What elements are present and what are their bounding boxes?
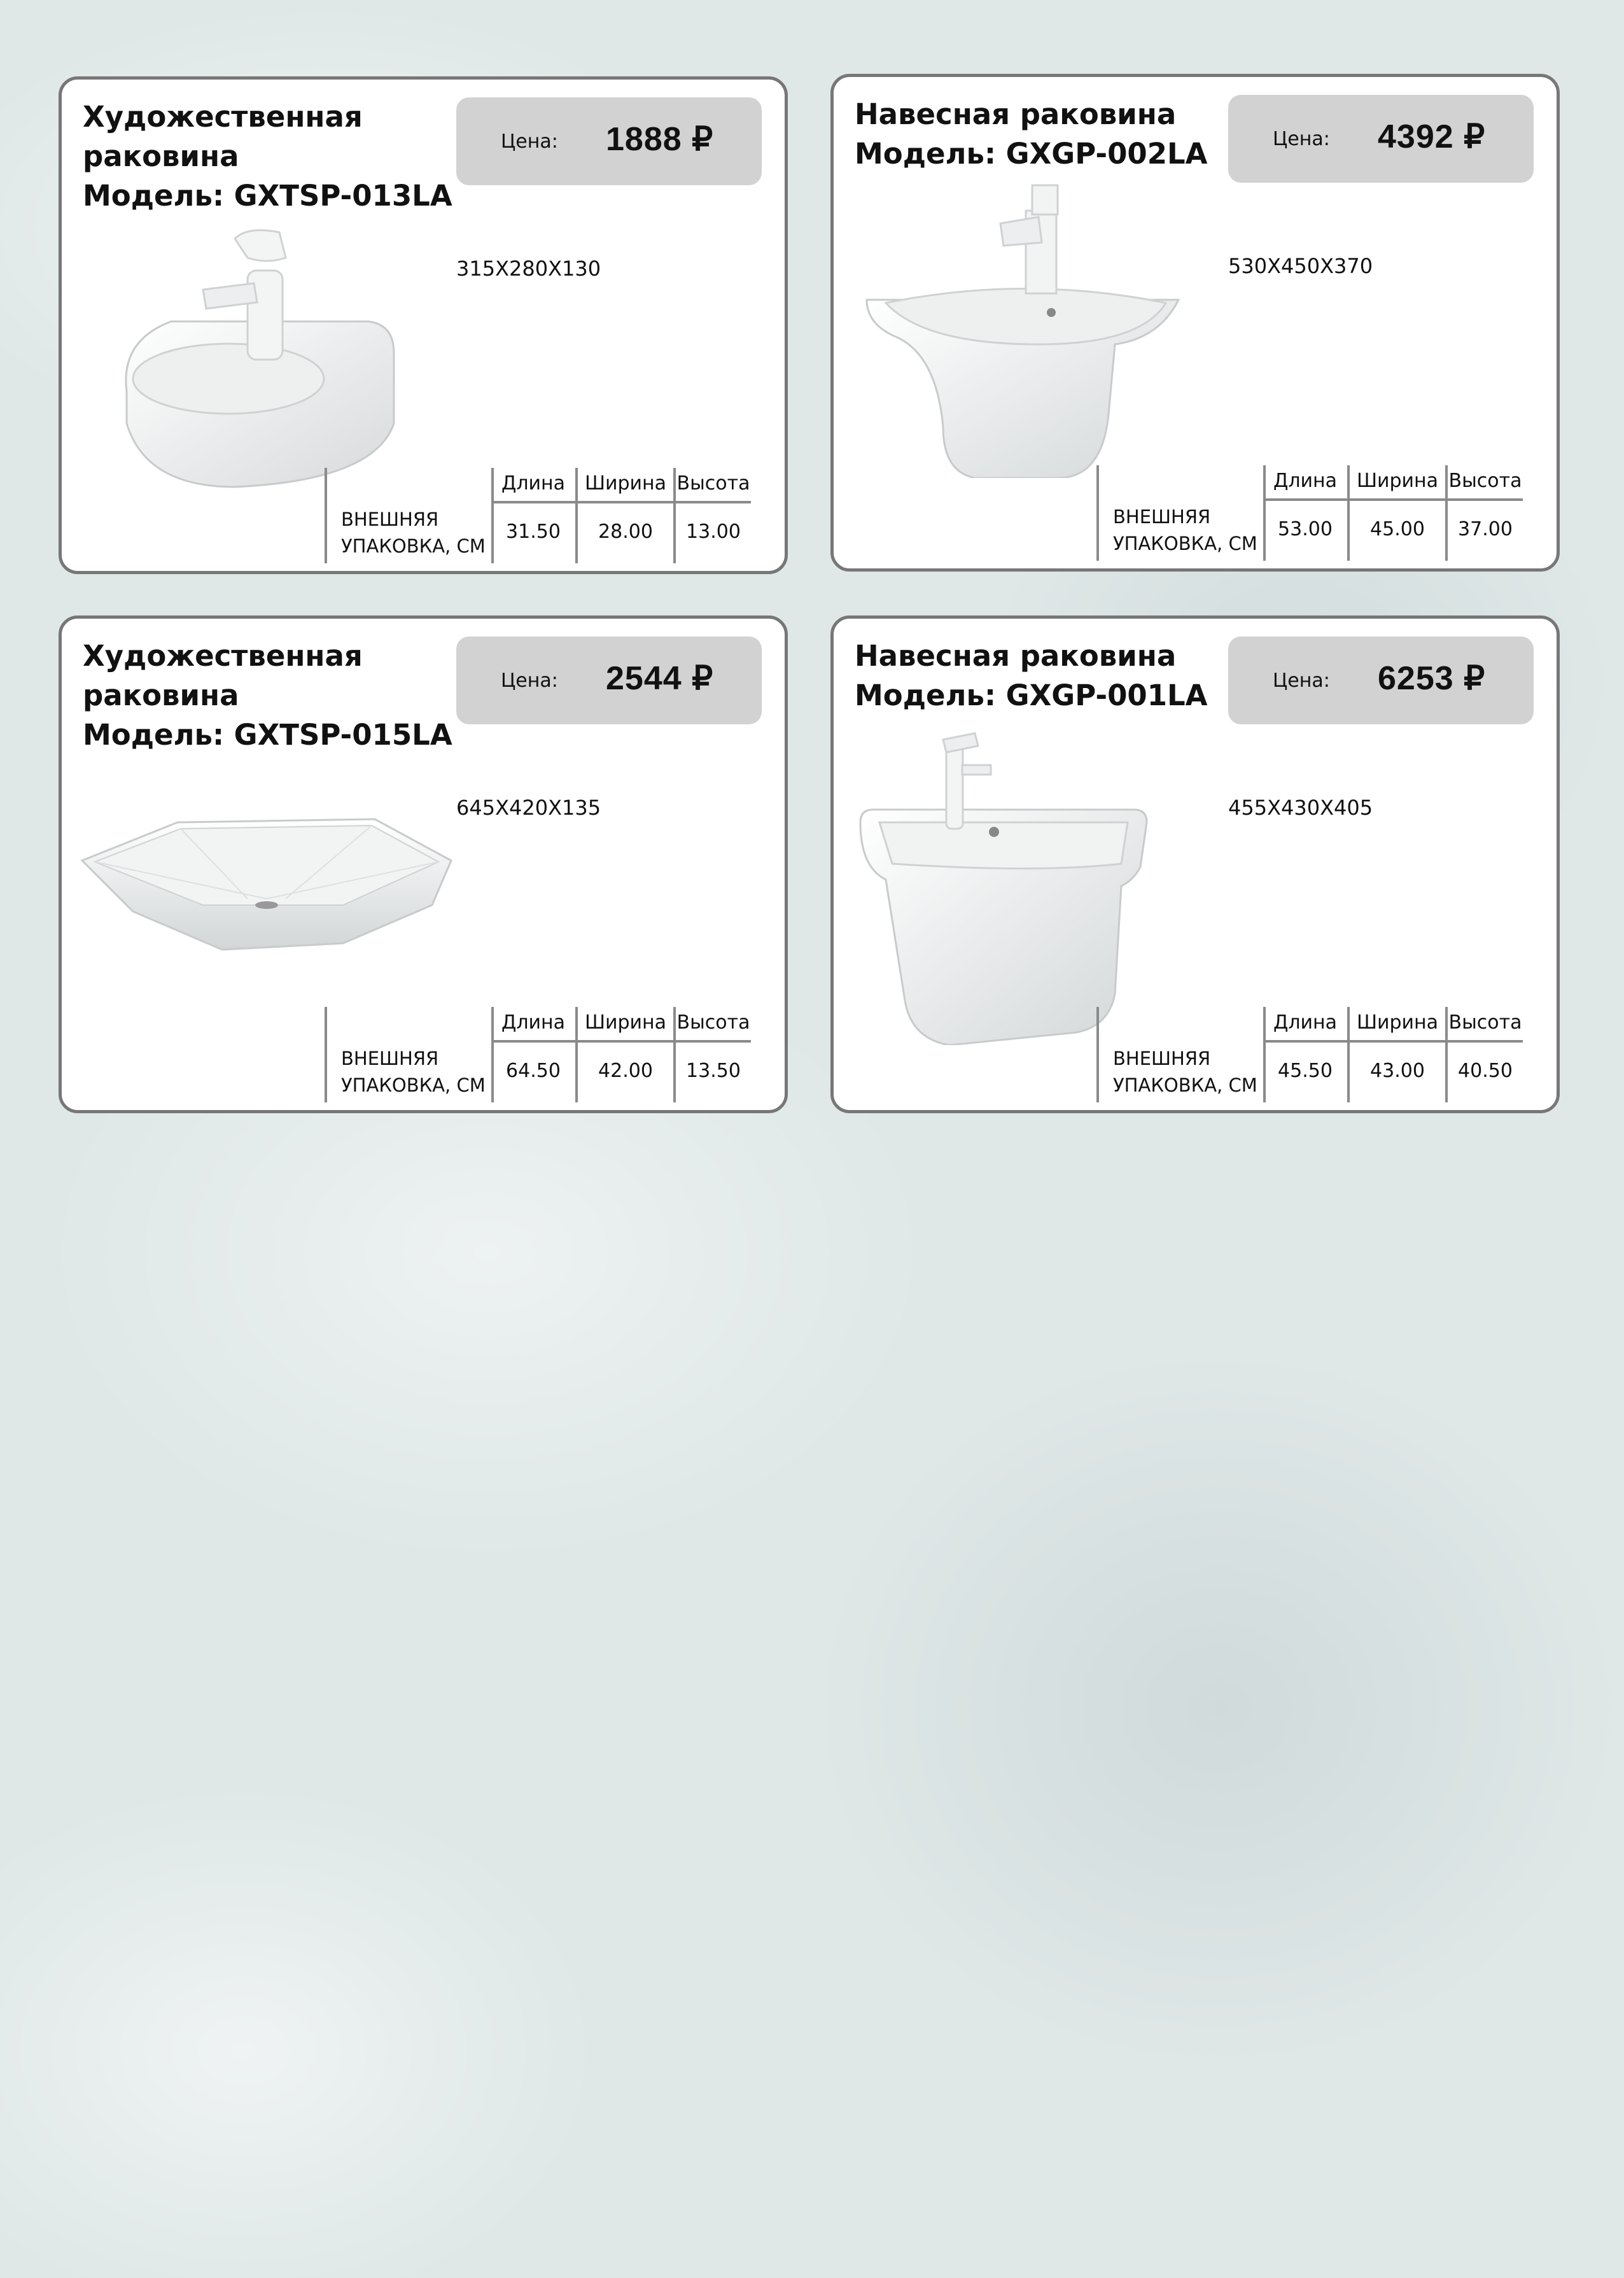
- title-line: Художественная: [83, 639, 363, 673]
- table-divider: [1347, 465, 1350, 561]
- col-height-header: Высота: [676, 1011, 750, 1034]
- packaging-label: [341, 1045, 494, 1099]
- product-card-gxgp-001la: [830, 615, 1560, 1113]
- price-box: [1228, 636, 1534, 724]
- model-line: Модель: GXGP-001LA: [855, 678, 1208, 712]
- packaging-label-line: УПАКОВКА, СМ: [341, 1074, 486, 1096]
- packaging-label-line: ВНЕШНЯЯ: [341, 1048, 439, 1069]
- col-length-header: Длина: [501, 1011, 566, 1034]
- price-box: [456, 97, 762, 185]
- table-divider: [1445, 1007, 1448, 1102]
- pack-length: 53.00: [1278, 518, 1333, 540]
- pack-height: 13.50: [686, 1060, 741, 1082]
- table-divider: [673, 468, 676, 563]
- col-height-header: Высота: [1448, 470, 1522, 492]
- price-label: Цена:: [1273, 128, 1330, 150]
- product-dimensions: 530X450X370: [1228, 254, 1373, 278]
- price-value: 6253 ₽: [1378, 660, 1486, 697]
- table-divider: [575, 1007, 578, 1102]
- product-dimensions: 315X280X130: [456, 257, 601, 281]
- title-line: раковина: [83, 678, 239, 712]
- table-divider: [1096, 465, 1099, 561]
- col-length-header: Длина: [1273, 1011, 1338, 1034]
- title-line: Навесная раковина: [855, 639, 1177, 673]
- packaging-label-line: УПАКОВКА, СМ: [341, 535, 486, 557]
- product-card-gxtsp-015la: [59, 615, 788, 1113]
- packaging-label-line: УПАКОВКА, СМ: [1113, 533, 1257, 554]
- pack-height: 40.50: [1458, 1060, 1513, 1082]
- packaging-label-line: ВНЕШНЯЯ: [1113, 506, 1211, 528]
- col-length-header: Длина: [1273, 470, 1338, 492]
- price-label: Цена:: [1273, 670, 1330, 692]
- pack-height: 13.00: [686, 521, 741, 543]
- pack-height: 37.00: [1458, 518, 1513, 540]
- table-divider: [325, 468, 327, 563]
- pack-width: 45.00: [1370, 518, 1425, 540]
- table-divider: [1347, 1007, 1350, 1102]
- packaging-label: [1113, 1045, 1266, 1099]
- pack-length: 31.50: [506, 521, 561, 543]
- table-divider: [1096, 1007, 1099, 1102]
- title-line: раковина: [83, 139, 239, 173]
- price-label: Цена:: [501, 670, 558, 692]
- packaging-label-line: ВНЕШНЯЯ: [1113, 1048, 1211, 1069]
- packaging-label-line: ВНЕШНЯЯ: [341, 509, 439, 530]
- model-line: Модель: GXTSP-015LA: [83, 718, 452, 752]
- col-width-header: Ширина: [1356, 470, 1439, 492]
- packaging-label-line: УПАКОВКА, СМ: [1113, 1074, 1257, 1096]
- col-width-header: Ширина: [584, 472, 667, 495]
- packaging-label: [1113, 503, 1266, 557]
- price-box: [1228, 95, 1534, 183]
- pack-length: 45.50: [1278, 1060, 1333, 1082]
- product-title: [855, 95, 1249, 174]
- price-label: Цена:: [501, 130, 558, 153]
- product-card-gxtsp-013la: [59, 76, 788, 574]
- pack-width: 42.00: [598, 1060, 653, 1082]
- title-line: Навесная раковина: [855, 97, 1177, 131]
- packaging-label: [341, 506, 494, 559]
- col-height-header: Высота: [1448, 1011, 1522, 1034]
- table-rule: [491, 1040, 751, 1043]
- col-length-header: Длина: [501, 472, 566, 495]
- table-rule: [491, 501, 751, 503]
- pack-width: 43.00: [1370, 1060, 1425, 1082]
- product-title: [83, 97, 477, 216]
- product-card-gxgp-002la: [830, 74, 1560, 572]
- col-width-header: Ширина: [1356, 1011, 1439, 1034]
- product-title: [855, 636, 1249, 715]
- price-value: 1888 ₽: [606, 121, 714, 158]
- packaging-table: [325, 1007, 751, 1102]
- pack-length: 64.50: [506, 1060, 561, 1082]
- model-line: Модель: GXTSP-013LA: [83, 179, 452, 213]
- product-title: [83, 636, 477, 755]
- packaging-table: [325, 468, 751, 563]
- price-value: 2544 ₽: [606, 660, 714, 697]
- pack-width: 28.00: [598, 521, 653, 543]
- sink-photo: [76, 810, 458, 1001]
- price-value: 4392 ₽: [1378, 118, 1486, 155]
- table-rule: [1263, 1040, 1523, 1043]
- model-line: Модель: GXGP-002LA: [855, 137, 1208, 171]
- table-divider: [575, 468, 578, 563]
- packaging-table: [1096, 1007, 1523, 1102]
- col-height-header: Высота: [676, 472, 750, 495]
- sink-photo: [848, 172, 1229, 478]
- table-rule: [1263, 498, 1523, 501]
- packaging-table: [1096, 465, 1523, 561]
- table-divider: [673, 1007, 676, 1102]
- col-width-header: Ширина: [584, 1011, 667, 1034]
- product-dimensions: 645X420X135: [456, 796, 601, 820]
- sink-photo: [848, 727, 1229, 1045]
- price-box: [456, 636, 762, 724]
- product-dimensions: 455X430X405: [1228, 796, 1373, 820]
- table-divider: [1445, 465, 1448, 561]
- title-line: Художественная: [83, 100, 363, 134]
- table-divider: [325, 1007, 327, 1102]
